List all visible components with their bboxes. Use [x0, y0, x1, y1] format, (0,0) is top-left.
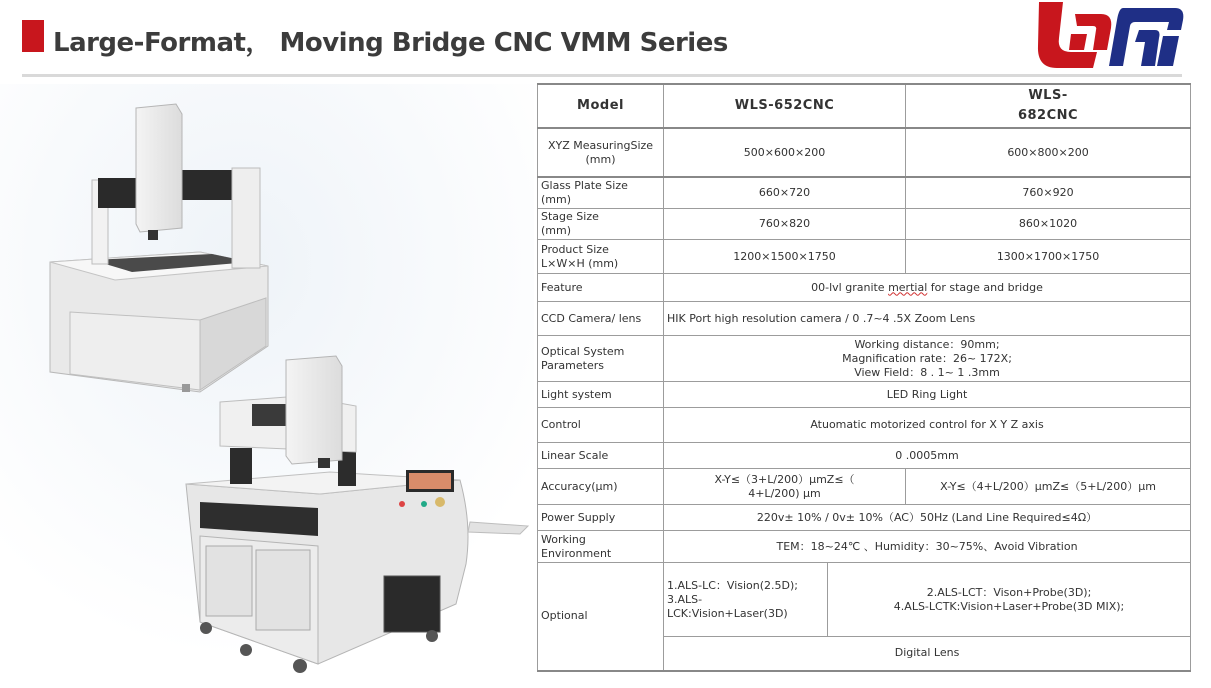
- feature-text-1: 00-lvl granite: [811, 280, 889, 294]
- product-size-652: 1200×1500×1750: [664, 240, 906, 274]
- page-title: Large-Format， Moving Bridge CNC VMM Series: [53, 28, 728, 58]
- stage-size-682: 860×1020: [906, 209, 1191, 240]
- linear-scale-label: Linear Scale: [538, 443, 664, 469]
- light-label: Light system: [538, 382, 664, 408]
- table-row-stage: [538, 209, 1191, 240]
- spec-table: [537, 83, 1191, 672]
- xyz-size-682: 600×800×200: [906, 128, 1191, 177]
- glass-size-652: 660×720: [664, 177, 906, 209]
- light-value: LED Ring Light: [664, 382, 1191, 408]
- product-size-682: 1300×1700×1750: [906, 240, 1191, 274]
- title-accent-bar: [22, 20, 44, 52]
- environment-value: TEM：18~24℃ 、Humidity：30~75%、Avoid Vibration: [664, 531, 1191, 563]
- stage-size-label: Stage Size (mm): [538, 209, 664, 240]
- glass-size-682: 760×920: [906, 177, 1191, 209]
- ccd-value: HIK Port high resolution camera / 0 .7~4 .5X Zoom Lens: [664, 302, 1191, 336]
- table-row-optical: [538, 336, 1191, 382]
- environment-label: Working Environment: [538, 531, 664, 563]
- table-row-xyz: [538, 128, 1191, 177]
- feature-label: Feature: [538, 274, 664, 302]
- optical-label: Optical System Parameters: [538, 336, 664, 382]
- optional-right-value: 2.ALS-LCT：Vison+Probe(3D); 4.ALS-LCTK:Vision+Laser+Probe(3D MIX);: [828, 563, 1191, 637]
- title-divider: [22, 74, 1182, 77]
- table-row-light: [538, 382, 1191, 408]
- feature-misspelled-word: mertial: [888, 280, 928, 294]
- feature-text-2: for stage and bridge: [927, 280, 1043, 294]
- table-row-accuracy: [538, 469, 1191, 505]
- ccd-label: CCD Camera/ lens: [538, 302, 664, 336]
- table-row-product: [538, 240, 1191, 274]
- control-value: Atuomatic motorized control for X Y Z axis: [664, 408, 1191, 443]
- brand-logo: [1035, 0, 1185, 70]
- model-label: Model: [538, 84, 664, 128]
- accuracy-652: X-Y≤（3+L/200）μmZ≤（ 4+L/200) μm: [664, 469, 906, 505]
- table-row-power: [538, 505, 1191, 531]
- table-row-model: [538, 84, 1191, 128]
- optical-value: Working distance：90mm; Magnification rate：26~ 172X; View Field：8 . 1~ 1 .3mm: [664, 336, 1191, 382]
- product-photos: [0, 84, 534, 688]
- digital-lens-value: Digital Lens: [664, 637, 1191, 671]
- model-652-header: WLS-652CNC: [664, 84, 906, 128]
- table-row-glass: [538, 177, 1191, 209]
- table-row-ccd: [538, 302, 1191, 336]
- table-row-environment: [538, 531, 1191, 563]
- xyz-size-label: XYZ MeasuringSize (mm): [538, 128, 664, 177]
- linear-scale-value: 0 .0005mm: [664, 443, 1191, 469]
- stage-size-652: 760×820: [664, 209, 906, 240]
- power-label: Power Supply: [538, 505, 664, 531]
- accuracy-682: X-Y≤（4+L/200）μmZ≤（5+L/200）μm: [906, 469, 1191, 505]
- control-label: Control: [538, 408, 664, 443]
- optional-left-value: 1.ALS-LC：Vision(2.5D); 3.ALS- LCK:Vision+Laser(3D): [664, 563, 828, 637]
- feature-value: [664, 274, 1191, 302]
- table-row-optional: [538, 563, 1191, 637]
- table-row-feature: [538, 274, 1191, 302]
- xyz-size-652: 500×600×200: [664, 128, 906, 177]
- optional-label: Optional: [538, 563, 664, 671]
- product-size-label: Product Size L×W×H (mm): [538, 240, 664, 274]
- table-row-linear: [538, 443, 1191, 469]
- accuracy-label: Accuracy(μm): [538, 469, 664, 505]
- table-row-control: [538, 408, 1191, 443]
- glass-size-label: Glass Plate Size (mm): [538, 177, 664, 209]
- model-682-header: WLS- 682CNC: [906, 84, 1191, 128]
- power-value: 220v± 10% / 0v± 10%（AC）50Hz (Land Line Required≤4Ω）: [664, 505, 1191, 531]
